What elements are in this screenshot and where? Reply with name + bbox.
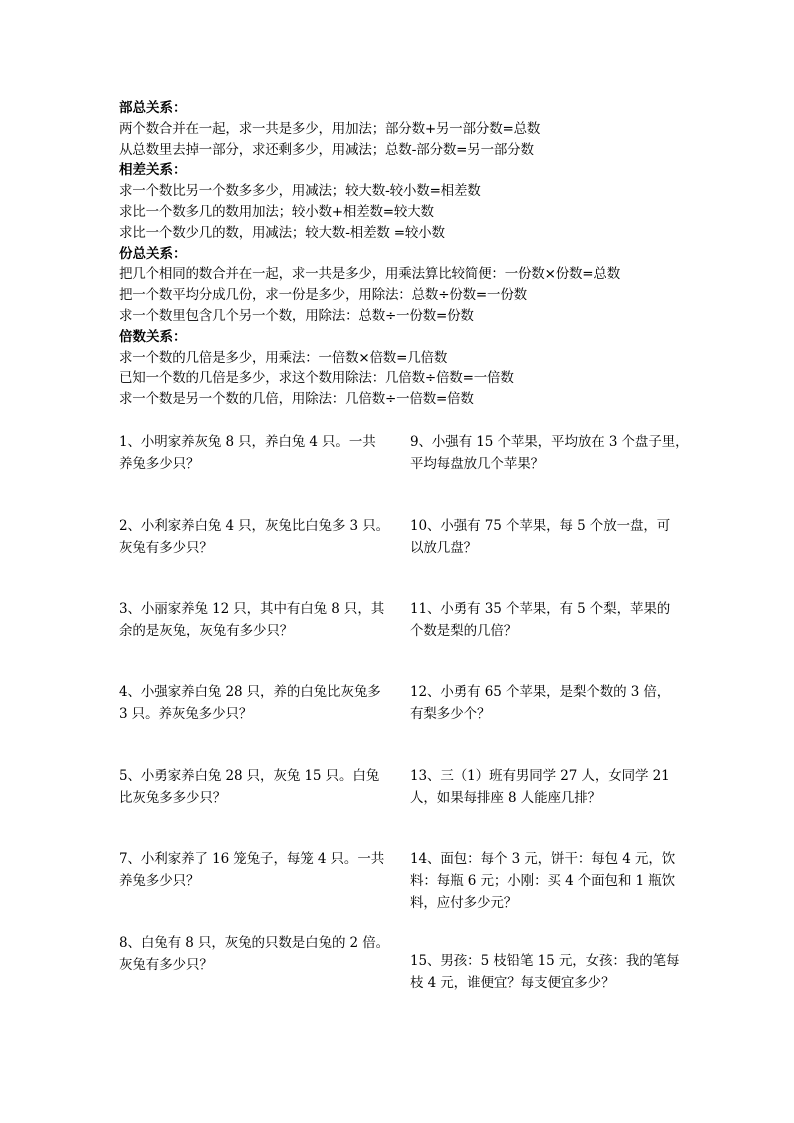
- problem-text-line: 3 只。养灰兔多少只？: [119, 706, 253, 722]
- problem-text-line: 比灰兔多多少只？: [119, 790, 227, 806]
- problem-text-line: 2、小利家养白兔 4 只，灰兔比白兔多 3 只。: [119, 518, 390, 534]
- rule-line: 求一个数是另一个数的几倍，用除法：几倍数÷一倍数=倍数: [119, 391, 474, 408]
- section-title: 相差关系：: [119, 162, 187, 179]
- problem-text-line: 料：每瓶 6 元；小刚：买 4 个面包和 1 瓶饮: [410, 873, 676, 889]
- word-problem: [410, 681, 685, 725]
- problem-text-line: 15、男孩：5 枝铅笔 15 元，女孩：我的笔每: [410, 953, 680, 969]
- rule-line: 两个数合并在一起，求一共是多少，用加法；部分数+另一部分数=总数: [119, 120, 541, 137]
- word-problem: [119, 932, 394, 976]
- rule-line: 求比一个数多几的数用加法；较小数+相差数=较大数: [119, 203, 434, 220]
- word-problem: [410, 431, 689, 475]
- problem-text-line: 3、小丽家养兔 12 只，其中有白兔 8 只，其: [119, 601, 385, 617]
- problem-text-line: 个数是梨的几倍？: [410, 623, 518, 639]
- section-title: 份总关系：: [119, 245, 187, 262]
- word-problem: [119, 681, 394, 725]
- word-problem: [119, 765, 394, 809]
- problem-text-line: 料，应付多少元？: [410, 895, 518, 911]
- problem-text-line: 9、小强有 15 个苹果，平均放在 3 个盘子里，: [410, 434, 689, 450]
- rule-line: 已知一个数的几倍是多少，求这个数用除法：几倍数÷倍数=一倍数: [119, 370, 514, 387]
- rule-line: 从总数里去掉一部分，求还剩多少，用减法；总数-部分数=另一部分数: [119, 141, 534, 158]
- problem-text-line: 5、小勇家养白兔 28 只，灰兔 15 只。白兔: [119, 768, 380, 784]
- rule-line: 把一个数平均分成几份，求一份是多少，用除法：总数÷份数=一份数: [119, 287, 527, 304]
- problem-text-line: 余的是灰兔，灰兔有多少只？: [119, 623, 294, 639]
- problem-text-line: 13、三（1）班有男同学 27 人，女同学 21: [410, 768, 670, 784]
- section-title: 部总关系：: [119, 100, 187, 116]
- relations-summary: [119, 98, 679, 410]
- problem-text-line: 1、小明家养灰兔 8 只，养白兔 4 只。一共: [119, 434, 376, 450]
- word-problem: [119, 431, 394, 475]
- word-problem: [410, 848, 685, 914]
- word-problem: [410, 765, 685, 809]
- word-problem: [410, 598, 685, 642]
- problem-text-line: 灰兔有多少只？: [119, 957, 213, 973]
- problem-text-line: 14、面包：每个 3 元，饼干：每包 4 元，饮: [410, 851, 676, 867]
- problem-text-line: 4、小强家养白兔 28 只，养的白兔比灰兔多: [119, 684, 381, 700]
- problem-text-line: 11、小勇有 35 个苹果，有 5 个梨，苹果的: [410, 601, 671, 617]
- rule-line: 求一个数里包含几个另一个数，用除法：总数÷一份数=份数: [119, 307, 474, 324]
- problem-text-line: 养兔多少只？: [119, 873, 200, 889]
- section-title: 倍数关系：: [119, 328, 187, 345]
- problem-text-line: 以放几盘？: [410, 540, 477, 556]
- rule-line: 求比一个数少几的数，用减法；较大数-相差数 =较小数: [119, 224, 445, 241]
- rule-line: 求一个数比另一个数多多少，用减法；较大数-较小数=相差数: [119, 183, 481, 200]
- rule-line: 求一个数的几倍是多少，用乘法：一倍数×倍数=几倍数: [119, 349, 448, 366]
- problem-text-line: 灰兔有多少只？: [119, 540, 213, 556]
- word-problem: [119, 598, 394, 642]
- problem-text-line: 有梨多少个？: [410, 706, 491, 722]
- problem-text-line: 7、小利家养了 16 笼兔子，每笼 4 只。一共: [119, 851, 385, 867]
- word-problem: [410, 950, 685, 994]
- problem-text-line: 人，如果每排座 8 人能座几排？: [410, 790, 602, 806]
- word-problem: [410, 515, 685, 559]
- problem-text-line: 养兔多少只？: [119, 456, 200, 472]
- problem-text-line: 8、白兔有 8 只，灰兔的只数是白兔的 2 倍。: [119, 935, 390, 951]
- problem-text-line: 平均每盘放几个苹果？: [410, 456, 544, 472]
- rule-line: 把几个相同的数合并在一起，求一共是多少，用乘法算比较简便：一份数×份数=总数: [119, 266, 621, 283]
- word-problem: [119, 848, 394, 892]
- problem-text-line: 12、小勇有 65 个苹果，是梨个数的 3 倍，: [410, 684, 671, 700]
- word-problem: [119, 515, 394, 559]
- problem-text-line: 10、小强有 75 个苹果，每 5 个放一盘，可: [410, 518, 671, 534]
- problem-text-line: 枝 4 元，谁便宜？每支便宜多少？: [410, 975, 615, 991]
